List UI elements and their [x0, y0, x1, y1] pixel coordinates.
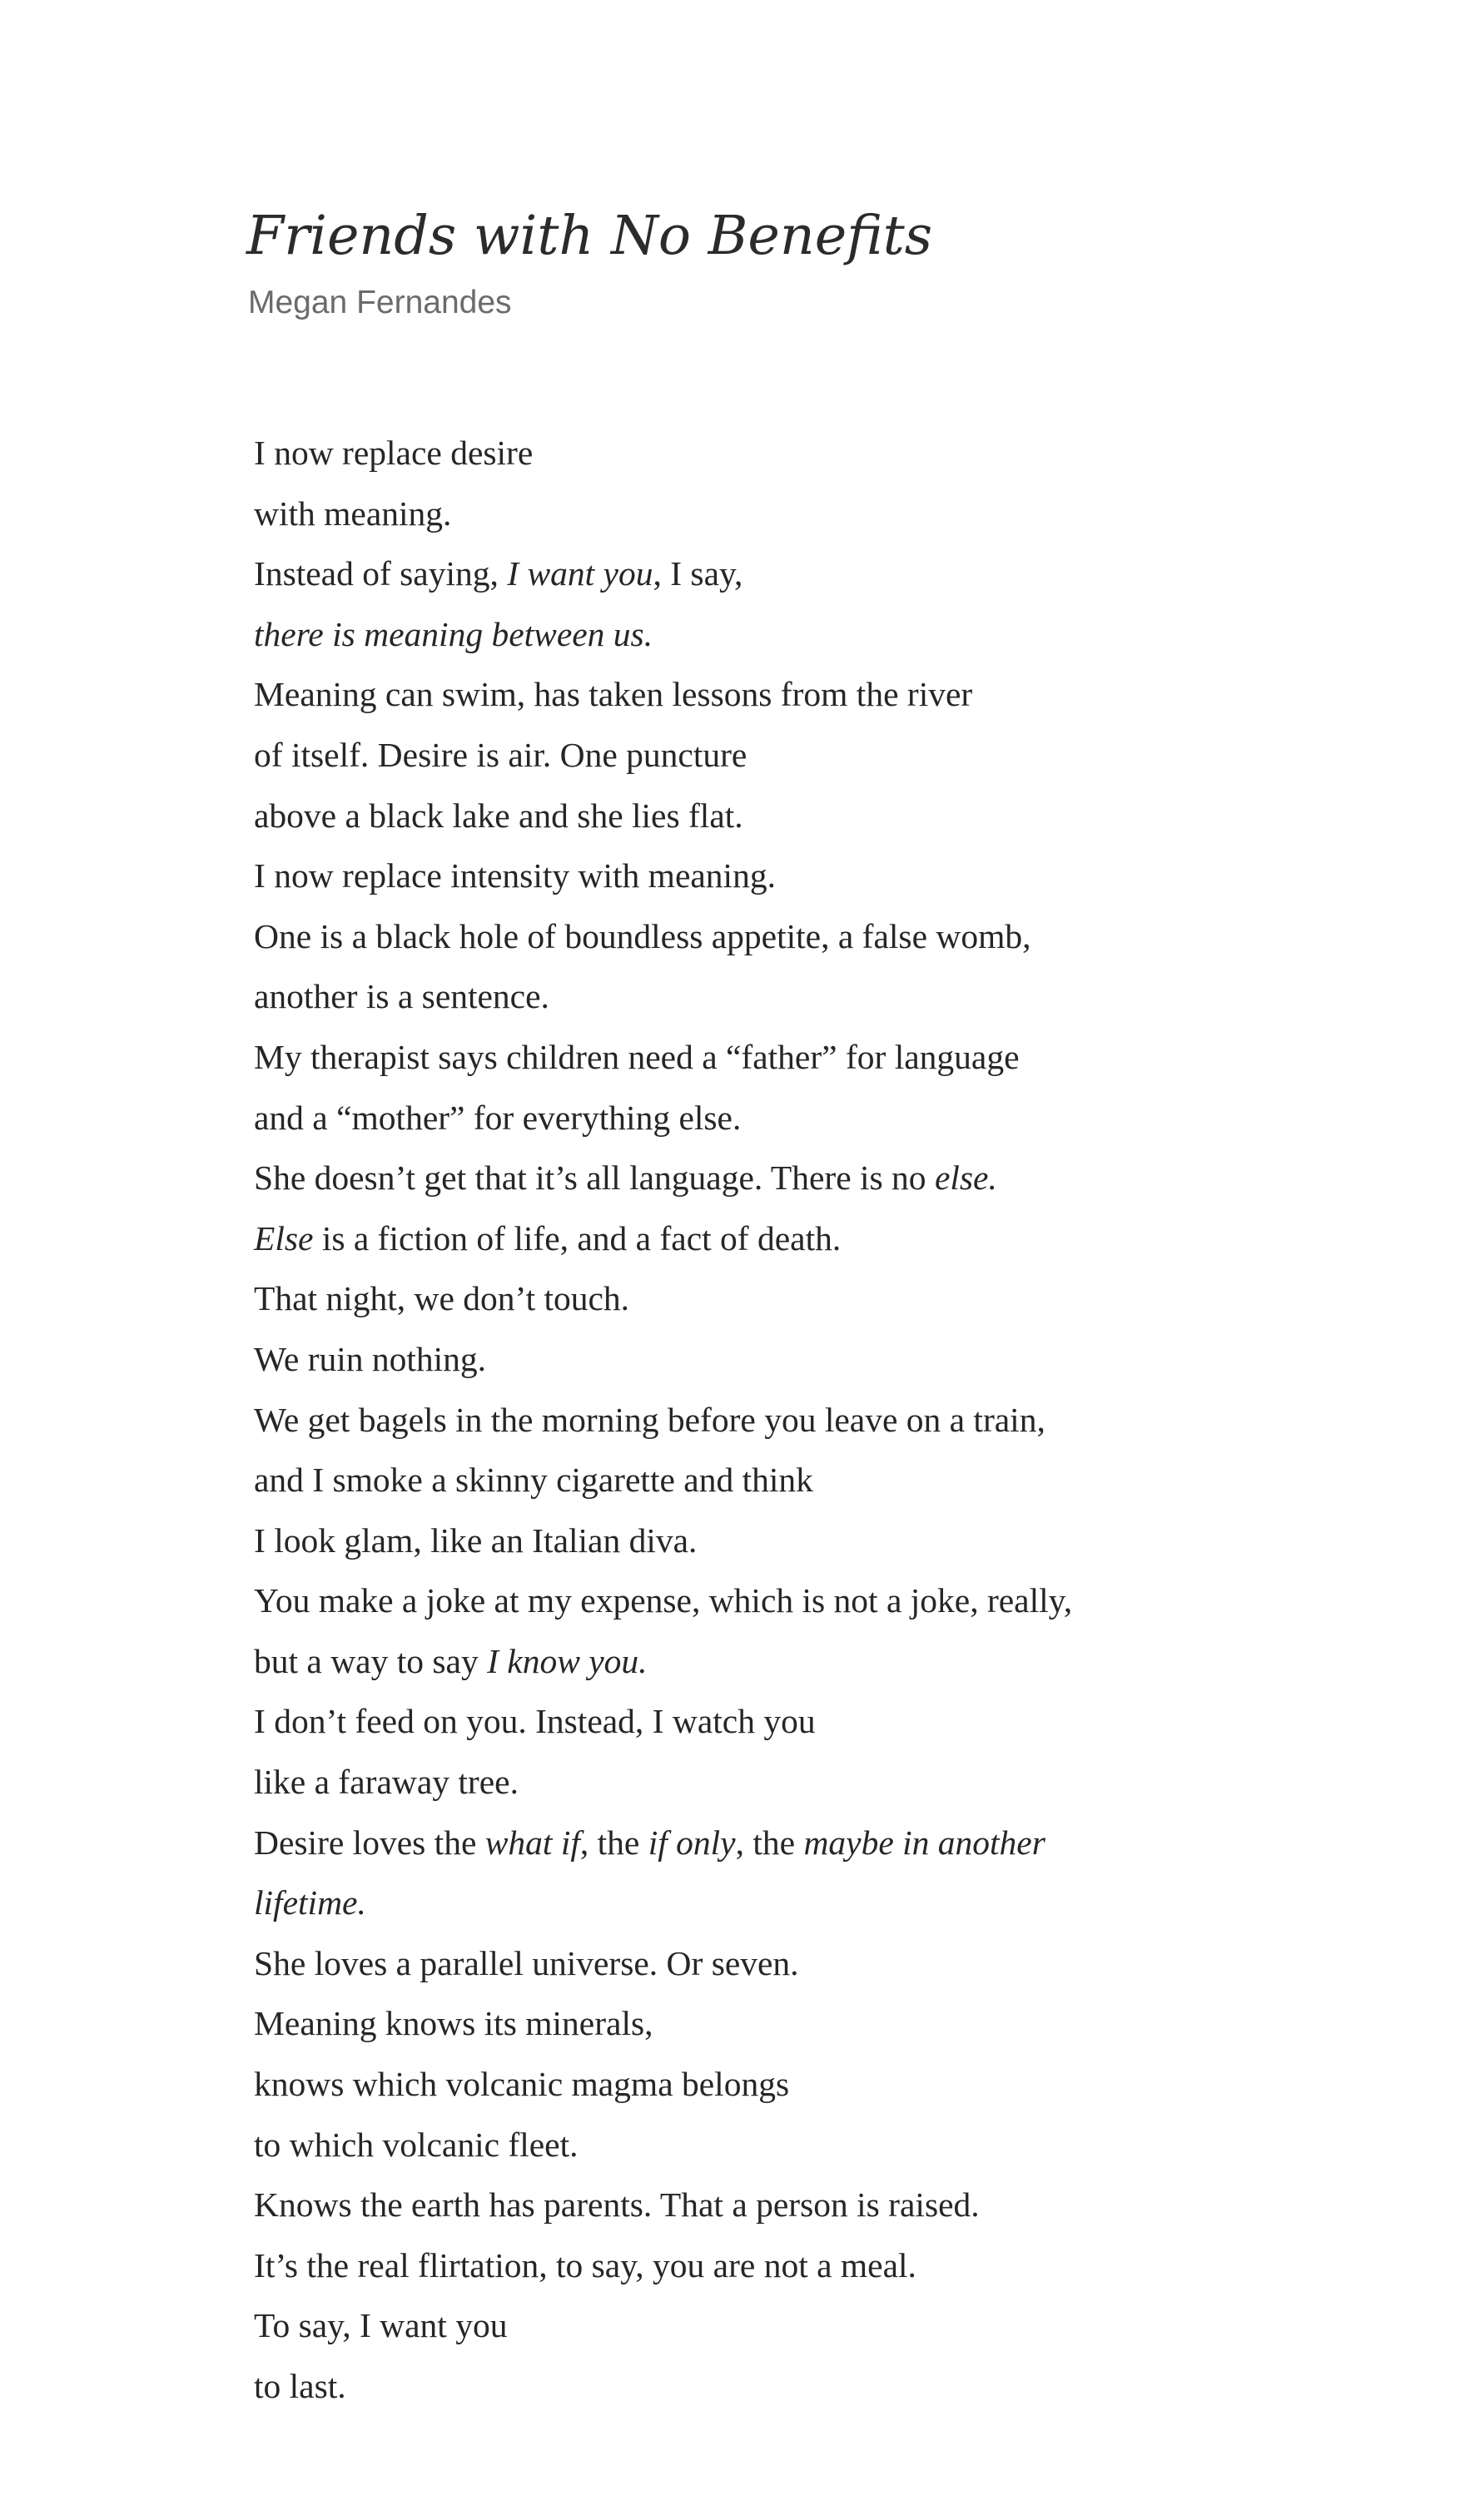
poem-line [254, 1813, 1336, 1873]
poem-line [254, 1329, 1336, 1390]
poem-line [254, 484, 1336, 544]
poem-line [254, 1027, 1336, 1088]
poem-line-text: with meaning. [254, 494, 452, 533]
poem-line-text: She loves a parallel universe. Or seven. [254, 1943, 799, 1982]
poem-line [254, 966, 1336, 1027]
poem-line [254, 1450, 1336, 1511]
poem-line-text: Meaning can swim, has taken lessons from the river [254, 675, 973, 714]
poem-line [254, 1088, 1336, 1148]
poem-line [254, 1268, 1336, 1329]
poem-line [254, 604, 1336, 665]
poem-line-text: She doesn’t get that it’s all language. There is no [254, 1158, 935, 1198]
poem-line-text: We get bagels in the morning before you leave on a train, [254, 1400, 1045, 1439]
poem-line-text: I now replace desire [254, 434, 534, 472]
poem-line [254, 2235, 1336, 2296]
poem-line-text: Knows the earth has parents. That a person is raised. [254, 2185, 980, 2225]
poem-line [254, 1148, 1336, 1208]
poem-line [254, 846, 1336, 906]
poem-line-text: to which volcanic fleet. [254, 2125, 579, 2164]
poem-line [254, 906, 1336, 967]
poem-line-italic-text: else. [934, 1158, 997, 1198]
poem-line-italic-text: if only [648, 1823, 736, 1862]
poem-line-text: To say, I want you [254, 2306, 508, 2345]
poem-line-text: You make a joke at my expense, which is not a joke, really, [254, 1581, 1073, 1620]
poem-line [254, 1208, 1336, 1269]
poem-line [254, 1691, 1336, 1752]
poem-line-text: and a “mother” for everything else. [254, 1098, 742, 1137]
poem-line-text: I don’t feed on you. Instead, I watch you [254, 1702, 816, 1741]
poem-line-italic-text: I know you. [487, 1641, 648, 1680]
poem-line [254, 1511, 1336, 1571]
poem-line-italic-text: maybe in another [803, 1823, 1045, 1862]
poem-line-text: Desire loves the [254, 1823, 485, 1862]
poem-line-text: It’s the real flirtation, to say, you are not a meal. [254, 2245, 916, 2284]
poem-line [254, 543, 1336, 604]
poem-line [254, 786, 1336, 846]
poem-line [254, 423, 1336, 484]
poem-line-italic-text: lifetime. [254, 1883, 366, 1922]
poem-line [254, 1933, 1336, 1994]
poem-line [254, 1993, 1336, 2054]
poem-line [254, 725, 1336, 786]
poem-line-text: of itself. Desire is air. One puncture [254, 735, 747, 774]
poem-line [254, 2295, 1336, 2356]
poem-line-text: I now replace intensity with meaning. [254, 856, 776, 895]
poem-line [254, 1570, 1336, 1631]
poem-line-text: and I smoke a skinny cigarette and think [254, 1461, 813, 1500]
poem-line-text: above a black lake and she lies flat. [254, 796, 743, 835]
poem-title: Friends with No Benefits [246, 205, 933, 267]
poem-line-text: knows which volcanic magma belongs [254, 2065, 790, 2104]
poem-line [254, 1631, 1336, 1692]
poem-line-italic-text: I want you [507, 554, 653, 593]
poem-line [254, 2356, 1336, 2417]
poem-line [254, 1752, 1336, 1813]
poem-line-italic-text: Else [254, 1218, 314, 1258]
poem-line-text: but a way to say [254, 1641, 488, 1680]
poem-line [254, 1390, 1336, 1451]
poem-line-text: , the [579, 1823, 648, 1862]
poem-line-text: That night, we don’t touch. [254, 1279, 630, 1318]
poem-line-text: like a faraway tree. [254, 1763, 519, 1802]
poem-line-text: , the [735, 1823, 804, 1862]
poem-line [254, 664, 1336, 725]
poem-line-text: to last. [254, 2367, 346, 2405]
poem-line [254, 2115, 1336, 2175]
poem-author: Megan Fernandes [248, 285, 512, 320]
poem-line-italic-text: there is meaning between us. [254, 614, 653, 653]
poem-line-text: One is a black hole of boundless appetite, a false womb, [254, 916, 1031, 955]
poem-line-text: My therapist says children need a “father” for language [254, 1037, 1020, 1076]
poem-line-italic-text: what if [484, 1823, 580, 1862]
poem-line-text: Instead of saying, [254, 554, 508, 593]
poem-line-text: , I say, [653, 554, 743, 593]
poem-line [254, 2175, 1336, 2235]
poem-line-text: another is a sentence. [254, 977, 549, 1016]
poem-line-text: Meaning knows its minerals, [254, 2004, 653, 2043]
poem-line-text: is a fiction of life, and a fact of death. [313, 1218, 842, 1258]
poem-line-text: We ruin nothing. [254, 1339, 487, 1378]
poem-line-text: I look glam, like an Italian diva. [254, 1520, 698, 1560]
poem-line [254, 2054, 1336, 2115]
poem-line [254, 1873, 1336, 1933]
poem-body [254, 423, 1336, 2417]
